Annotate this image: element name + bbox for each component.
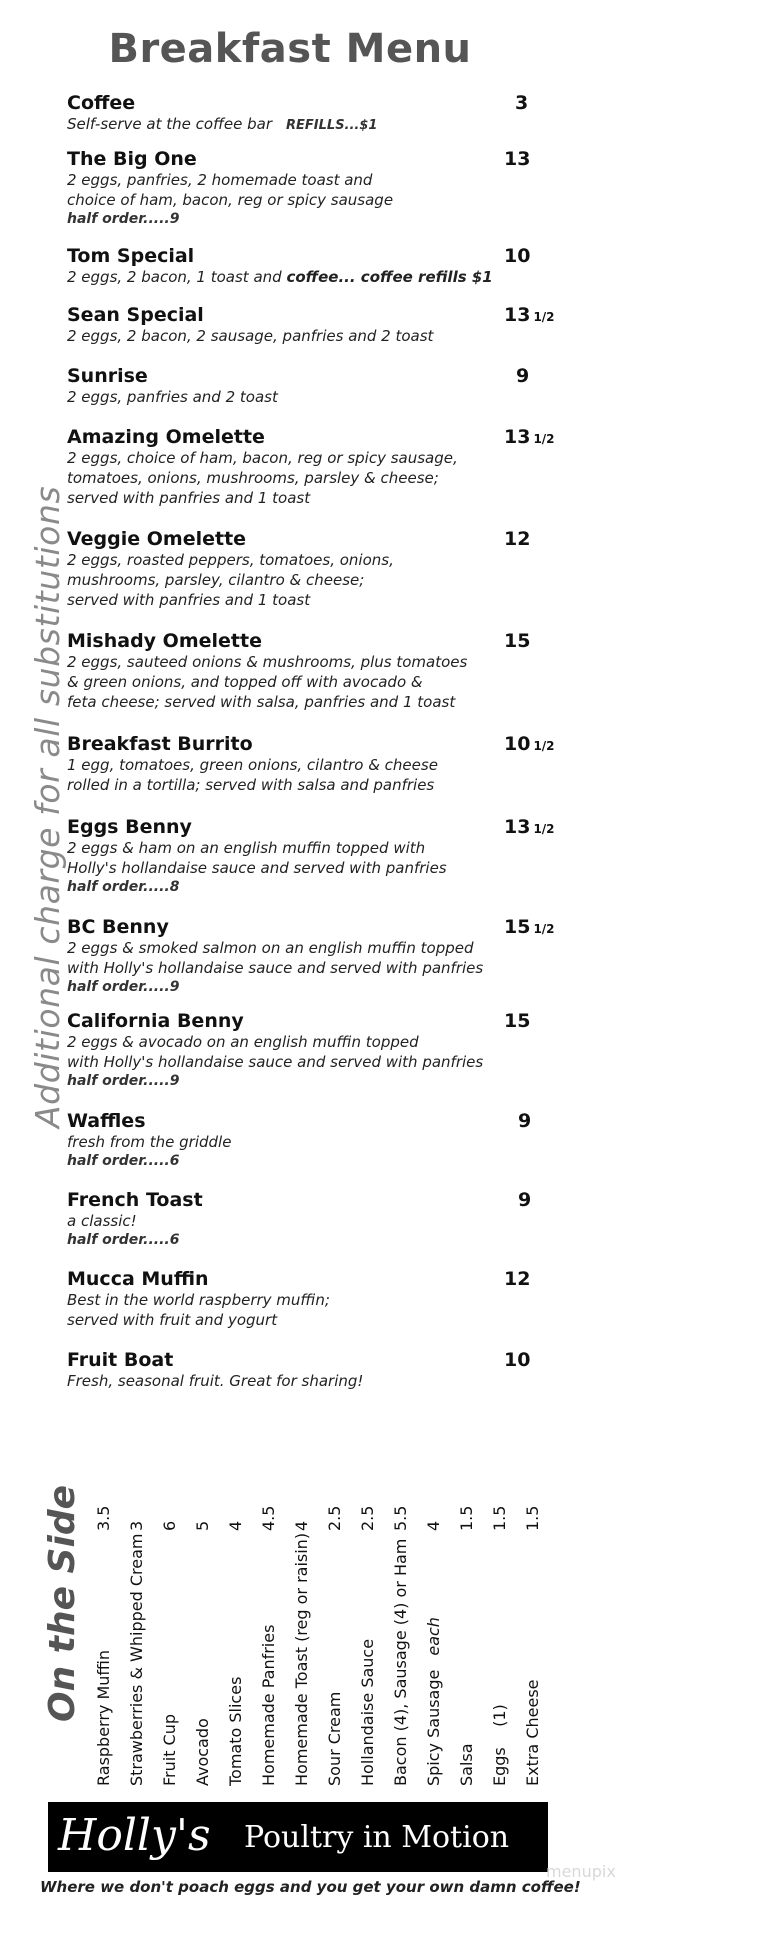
brand-tagline: Poultry in Motion — [244, 1820, 510, 1855]
price-value: 3 — [515, 92, 529, 114]
item-price — [504, 148, 530, 170]
price-value: 9 — [516, 365, 530, 387]
item-price — [504, 1268, 530, 1290]
item-name: Mishady Omelette — [67, 630, 262, 652]
side-homemade-panfries — [254, 1446, 288, 1786]
side-extra-cheese — [518, 1446, 552, 1786]
price-value: 10 — [504, 1349, 531, 1371]
side-label: Homemade Toast (reg or raisin) — [292, 1532, 311, 1786]
item-desc-line: served with fruit and yogurt — [67, 1311, 278, 1329]
slogan: Where we don't poach eggs and you get your own damn coffee! — [40, 1878, 581, 1896]
item-desc-line: choice of ham, bacon, reg or spicy sausage — [67, 191, 394, 209]
item-name: Sean Special — [67, 304, 204, 326]
item-desc-line: feta cheese; served with salsa, panfries and 1 toast — [67, 693, 456, 711]
menu-item-waffles — [67, 1110, 557, 1171]
item-desc-line: 2 eggs, sauteed onions & mushrooms, plus tomatoes — [67, 653, 468, 671]
item-price — [504, 733, 555, 757]
side-label: Eggs (1) — [490, 1704, 509, 1786]
menu-item-sunrise — [67, 365, 557, 407]
item-desc-line: with Holly's hollandaise sauce and served with panfries — [67, 959, 484, 977]
price-value: 15 — [504, 916, 531, 938]
menu-item-tom-special — [67, 245, 557, 287]
item-price — [515, 92, 528, 114]
side-price: 1.5 — [523, 1505, 542, 1531]
item-description: a classic! — [67, 1212, 137, 1230]
side-salsa — [452, 1446, 486, 1786]
menu-title: Breakfast Menu — [108, 26, 472, 72]
item-description — [67, 114, 557, 136]
menu-item-california-benny — [67, 1010, 557, 1091]
price-value: 13 — [504, 148, 531, 170]
item-price — [504, 816, 555, 840]
substitution-note: Additional charge for all substitutions — [28, 485, 67, 1128]
item-name: Waffles — [67, 1110, 146, 1132]
side-label-text: Spicy Sausage — [424, 1669, 443, 1786]
side-price: 2.5 — [325, 1505, 344, 1531]
item-name: Eggs Benny — [67, 816, 192, 838]
price-value: 10 — [504, 245, 531, 267]
item-description: 2 eggs, 2 bacon, 2 sausage, panfries and 2 toast — [67, 327, 434, 345]
item-desc-text: Self-serve at the coffee bar — [67, 115, 273, 133]
price-value: 15 — [504, 630, 531, 652]
price-value: 13 — [504, 304, 531, 326]
price-value: 9 — [518, 1110, 532, 1132]
side-hollandaise-sauce — [353, 1446, 387, 1786]
item-name: Sunrise — [67, 365, 148, 387]
side-strawberries-whipped-cream — [122, 1446, 156, 1786]
side-label — [419, 1446, 449, 1786]
side-price: 3.5 — [94, 1505, 113, 1531]
item-desc-line: 2 eggs & avocado on an english muffin topped — [67, 1033, 419, 1051]
side-each-note: each — [424, 1617, 443, 1656]
side-price: 3 — [127, 1520, 146, 1531]
price-value: 10 — [504, 733, 531, 755]
menu-item-veggie-omelette — [67, 528, 557, 610]
side-label: Raspberry Muffin — [94, 1649, 113, 1786]
item-name: French Toast — [67, 1189, 203, 1211]
item-price — [504, 304, 555, 328]
side-price: 1.5 — [490, 1505, 509, 1531]
side-label: Fruit Cup — [160, 1713, 179, 1786]
half-order: half order.....9 — [67, 979, 180, 995]
price-value: 13 — [504, 816, 531, 838]
item-desc-line: 2 eggs, roasted peppers, tomatoes, onions, — [67, 551, 394, 569]
item-desc-line: rolled in a tortilla; served with salsa and panfries — [67, 776, 435, 794]
half-order: half order.....6 — [67, 1232, 180, 1248]
item-description: 2 eggs, panfries and 2 toast — [67, 388, 278, 406]
half-order: half order.....6 — [67, 1153, 180, 1169]
item-desc-line: mushrooms, parsley, cilantro & cheese; — [67, 571, 365, 589]
item-name: Veggie Omelette — [67, 528, 247, 550]
price-value: 12 — [504, 1268, 531, 1290]
item-price — [504, 630, 530, 652]
half-order: half order.....8 — [67, 879, 180, 895]
side-tomato-slices — [221, 1446, 255, 1786]
item-desc-line: 2 eggs, panfries, 2 homemade toast and — [67, 171, 373, 189]
item-desc-line: tomatoes, onions, mushrooms, parsley & cheese; — [67, 469, 439, 487]
item-price — [504, 916, 555, 940]
item-description: fresh from the griddle — [67, 1133, 232, 1151]
item-price — [518, 1189, 531, 1211]
item-desc-line: 2 eggs, choice of ham, bacon, reg or spicy sausage, — [67, 449, 458, 467]
item-desc-line: 2 eggs & ham on an english muffin topped with — [67, 839, 426, 857]
coffee-refill-note: coffee... coffee refills $1 — [286, 268, 493, 286]
price-fraction: 1/2 — [533, 822, 555, 836]
side-price: 4 — [226, 1520, 245, 1531]
price-value: 13 — [504, 426, 531, 448]
side-homemade-toast — [287, 1446, 321, 1786]
item-price — [518, 1110, 531, 1132]
brand-banner — [48, 1802, 548, 1872]
item-name: Coffee — [67, 92, 136, 114]
menu-item-amazing-omelette — [67, 426, 557, 508]
refill-note: REFILLS...$1 — [286, 118, 378, 133]
item-desc-line: served with panfries and 1 toast — [67, 489, 311, 507]
item-desc-line: 1 egg, tomatoes, green onions, cilantro & cheese — [67, 756, 438, 774]
side-fruit-cup — [155, 1446, 189, 1786]
price-value: 9 — [518, 1189, 532, 1211]
item-description: Fresh, seasonal fruit. Great for sharing! — [67, 1372, 364, 1390]
menu-item-the-big-one — [67, 148, 557, 229]
item-name: Amazing Omelette — [67, 426, 265, 448]
price-value: 12 — [504, 528, 531, 550]
side-spicy-sausage — [419, 1446, 453, 1786]
side-avocado — [188, 1446, 222, 1786]
side-eggs — [485, 1446, 519, 1786]
item-price — [504, 245, 530, 267]
item-name: California Benny — [67, 1010, 244, 1032]
item-desc-line: served with panfries and 1 toast — [67, 591, 311, 609]
item-name: Tom Special — [67, 245, 195, 267]
item-price — [504, 1010, 530, 1032]
side-label: Salsa — [457, 1743, 476, 1786]
menu-item-eggs-benny — [67, 816, 557, 897]
item-name: Breakfast Burrito — [67, 733, 253, 755]
side-raspberry-muffin — [89, 1446, 123, 1786]
price-fraction: 1/2 — [533, 922, 555, 936]
menu-item-mucca-muffin — [67, 1268, 557, 1330]
menu-item-french-toast — [67, 1189, 557, 1250]
item-name: BC Benny — [67, 916, 169, 938]
side-price: 4.5 — [259, 1505, 278, 1531]
side-price: 5.5 — [391, 1505, 410, 1531]
side-sour-cream — [320, 1446, 354, 1786]
watermark: menupix — [546, 1862, 616, 1881]
item-desc-line: Holly's hollandaise sauce and served with panfries — [67, 859, 447, 877]
item-name: Mucca Muffin — [67, 1268, 209, 1290]
item-desc-line: & green onions, and topped off with avocado & — [67, 673, 423, 691]
menu-item-bc-benny — [67, 916, 557, 997]
item-price — [504, 1349, 530, 1371]
menu-item-sean-special — [67, 304, 557, 346]
side-label: Extra Cheese — [523, 1679, 542, 1786]
side-price: 6 — [160, 1520, 179, 1531]
item-desc-line: with Holly's hollandaise sauce and served with panfries — [67, 1053, 484, 1071]
item-desc-text: 2 eggs, 2 bacon, 1 toast and — [67, 268, 287, 286]
price-fraction: 1/2 — [533, 739, 555, 753]
item-name: The Big One — [67, 148, 197, 170]
side-price: 4 — [292, 1520, 311, 1531]
item-description — [67, 267, 557, 287]
side-price: 1.5 — [457, 1505, 476, 1531]
side-label: Avocado — [193, 1718, 212, 1786]
side-label: Hollandaise Sauce — [358, 1638, 377, 1786]
menu-item-mishady-omelette — [67, 630, 557, 712]
item-price — [516, 365, 529, 387]
side-price: 4 — [424, 1520, 443, 1531]
price-fraction: 1/2 — [533, 310, 555, 324]
on-the-side-heading: On the Side — [42, 1484, 83, 1722]
brand-name: Holly's — [58, 1810, 211, 1861]
side-price: 5 — [193, 1520, 212, 1531]
side-label: Homemade Panfries — [259, 1624, 278, 1786]
side-label: Strawberries & Whipped Cream — [127, 1533, 146, 1786]
side-label: Sour Cream — [325, 1691, 344, 1786]
item-price — [504, 528, 530, 550]
side-label: Tomato Slices — [226, 1676, 245, 1786]
menu-item-coffee — [67, 92, 557, 136]
half-order: half order.....9 — [67, 1073, 180, 1089]
side-bacon-sausage-ham — [386, 1446, 420, 1786]
menu-item-breakfast-burrito — [67, 733, 557, 795]
price-value: 15 — [504, 1010, 531, 1032]
item-name: Fruit Boat — [67, 1349, 174, 1371]
side-label: Bacon (4), Sausage (4) or Ham — [391, 1538, 410, 1786]
item-price — [504, 426, 555, 450]
menu-item-fruit-boat — [67, 1349, 557, 1391]
side-price: 2.5 — [358, 1505, 377, 1531]
item-desc-line: 2 eggs & smoked salmon on an english muffin topped — [67, 939, 474, 957]
half-order: half order.....9 — [67, 211, 180, 227]
item-desc-line: Best in the world raspberry muffin; — [67, 1291, 330, 1309]
price-fraction: 1/2 — [533, 432, 555, 446]
